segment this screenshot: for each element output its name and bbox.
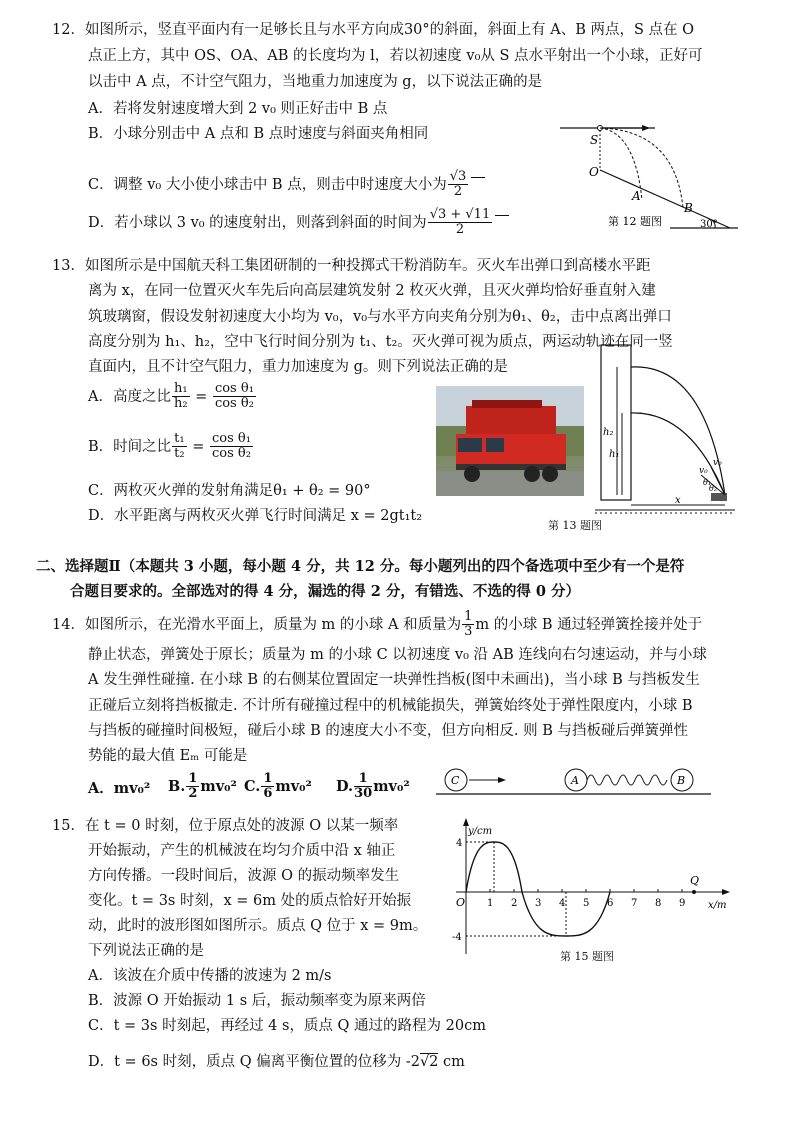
q12-option-d: [88, 208, 509, 238]
q12-line1: 12．如图所示，竖直平面内有一足够长且与水平方向成30°的斜面，斜面上有 A、B 两点，S 点在 O: [52, 22, 695, 38]
q15-d-text: D．t = 6s 时刻，质点 Q 偏离平衡位置的位移为 -2: [88, 1054, 420, 1070]
q12-line3: 以击中 A 点，不计空气阻力，当地重力加速度为 g，以下说法正确的是: [88, 74, 543, 90]
q12-option-a: A．若将发射速度增大到 2 v₀ 则正好击中 B 点: [88, 101, 388, 117]
q13-figure: [595, 345, 745, 515]
q12-option-b: B．小球分别击中 A 点和 B 点时速度与斜面夹角相同: [88, 126, 429, 142]
q15-line3: 方向传播。一段时间后，波源 O 的振动频率发生: [88, 868, 400, 884]
q13-a-text: A．高度之比: [88, 388, 171, 405]
q14-option-a: A．mv₀²: [88, 780, 151, 797]
q13-label-v0b: v₀: [699, 466, 708, 476]
q15-xlabel: x/m: [708, 900, 727, 911]
q14-label-a: A: [571, 774, 579, 787]
q15-y-tick-4: 4: [456, 838, 463, 849]
q14-label-c: C: [451, 774, 460, 787]
q15-x-tick-label: 7: [631, 898, 638, 909]
q13-b-frac1: $\frac{\text{t₁}}{\text{t₂}}$: [174, 431, 185, 462]
q15-x-tick-label: 9: [679, 898, 686, 909]
q14-b-frac: $\frac{1}{2}$: [188, 771, 198, 802]
q12-line2: 点正上方，其中 OS、OA、AB 的长度均为 l，若以初速度 v₀从 S 点水平射出一个小球，正好可: [88, 48, 703, 64]
q13-b-frac2: $\frac{\text{cos θ₁}}{\text{cos θ₂}}$: [211, 431, 251, 462]
q12-c-fraction: $\frac{√3}{2}$: [449, 169, 467, 200]
q14-c-frac: $\frac{1}{6}$: [263, 771, 273, 802]
q13-caption: 第 13 题图: [548, 519, 602, 532]
q15-x-tick-label: 4: [559, 898, 566, 909]
q12-option-c: [88, 170, 485, 200]
q15-option-b: B．波源 O 开始振动 1 s 后，振动频率变为原来两倍: [88, 993, 426, 1009]
q14-line1-post: m 的小球 B 通过轻弹簧拴接并处于: [475, 616, 703, 633]
q13-building: [601, 345, 631, 500]
q12-label-a: A: [632, 189, 641, 203]
q14-option-d: D. $\frac{1}{30}$ mv₀²: [336, 771, 410, 802]
q14-line6: 势能的最大值 Eₘ 可能是: [88, 748, 248, 764]
q12-d-sqrt: [495, 215, 509, 230]
q13-line2: 离为 x，在同一位置灭火车先后向高层建筑发射 2 枚灭火弹，且灭火弹均恰好垂直射入建: [88, 283, 656, 299]
q15-line4: 变化。t = 3s 时刻，x = 6m 处的质点恰好开始振: [88, 893, 412, 909]
q12-option-d-text: D．若小球以 3 v₀ 的速度射出，则落到斜面的时间为: [88, 214, 427, 231]
q15-wave-graph: [446, 816, 736, 966]
q14-line1: [52, 610, 702, 640]
q12-label-b: B: [684, 201, 693, 215]
fire-truck-photo: [436, 386, 584, 496]
q14-line3: A 发生弹性碰撞. 在小球 B 的右侧某位置固定一块弹性挡板(图中未画出)，当小球 B 与挡板发生: [88, 672, 700, 688]
q12-label-angle: 30°: [700, 219, 718, 230]
q15-line6: 下列说法正确的是: [88, 943, 204, 959]
q13-label-h2: h₂: [603, 427, 614, 438]
q14-option-c: C. $\frac{1}{6}$ mv₀²: [244, 771, 312, 802]
q14-fraction: $\frac{1}{3}$: [464, 609, 473, 640]
q13-a-frac1: $\frac{\text{h₁}}{\text{h₂}}$: [173, 381, 188, 412]
q15-x-tick-label: 5: [583, 898, 590, 909]
q13-label-t2: θ₂: [709, 484, 718, 493]
q13-b-text: B．时间之比: [88, 438, 172, 455]
q14-line1-text: 14．如图所示，在光滑水平面上，质量为 m 的小球 A 和质量为: [52, 616, 462, 633]
q13-option-a: A．高度之比 $\frac{\text{h₁}}{\text{h₂}}$ = $\frac{\text{cos θ₁}}{\text{cos θ₂}}$: [88, 381, 254, 412]
q13-line3: 筑玻璃窗，假设发射初速度大小均为 v₀，v₀与水平方向夹角分别为θ₁、θ₂，击中点离出弹口: [88, 309, 672, 325]
q14-spring: [587, 775, 667, 785]
q14-d-frac: $\frac{1}{30}$: [354, 771, 373, 802]
q15-x-tick-label: 6: [607, 898, 614, 909]
q15-point-q: [692, 890, 696, 894]
q13-label-x: x: [675, 495, 681, 506]
section2-line1: 二、选择题Ⅱ（本题共 3 小题，每小题 4 分，共 12 分。每小题列出的四个备选项中至少有一个是符: [36, 558, 685, 575]
q14-option-b: B. $\frac{1}{2}$ mv₀²: [168, 771, 237, 802]
q13-a-frac2: $\frac{\text{cos θ₁}}{\text{cos θ₂}}$: [214, 381, 254, 412]
q15-y-tick-neg4: -4: [452, 932, 462, 943]
q13-option-d: D．水平距离与两枚灭火弹飞行时间满足 x = 2gt₁t₂: [88, 508, 423, 524]
q12-arrow-head: [642, 125, 650, 131]
q14-line2: 静止状态，弹簧处于原长；质量为 m 的小球 C 以初速度 v₀ 沿 AB 连线向右匀速运动，并与小球: [88, 647, 707, 663]
q12-option-c-text: C．调整 v₀ 大小使小球击中 B 点，则击中时速度大小为: [88, 176, 447, 193]
q14-label-b: B: [677, 774, 686, 787]
q15-ylabel: y/cm: [468, 826, 493, 837]
q15-x-tick-label: 2: [511, 898, 518, 909]
q15-option-d: [88, 1054, 465, 1071]
q15-label-o: O: [456, 896, 466, 909]
q14-line4: 正碰后立刻将挡板撤走. 不计所有碰撞过程中的机械能损失，弹簧始终处于弹性限度内，小球 B: [88, 698, 693, 714]
q15-x-tick-label: 8: [655, 898, 662, 909]
q13-trajectory-high: [631, 367, 725, 495]
q13-label-t1: θ₁: [703, 478, 712, 487]
q12-caption: 第 12 题图: [608, 215, 662, 228]
q15-x-tick-label: 1: [487, 898, 494, 909]
q15-d-unit: cm: [438, 1054, 465, 1070]
q15-caption: 第 15 题图: [560, 950, 614, 963]
section2-line2: 合题目要求的。全部选对的得 4 分，漏选的得 2 分，有错选、不选的得 0 分）: [70, 583, 581, 600]
q12-label-o: O: [589, 165, 599, 179]
q15-line5: 动，此时的波形图如图所示。质点 Q 位于 x = 9m。: [88, 918, 428, 934]
q14-line5: 与挡板的碰撞时间极短，碰后小球 B 的速度大小不变，但方向相反. 则 B 与挡板碰后弹簧弹性: [88, 723, 688, 739]
q15-label-q: Q: [690, 874, 700, 887]
q13-label-v0a: v₀: [713, 458, 722, 468]
q13-label-h1: h₁: [609, 449, 620, 460]
q15-option-c: C．t = 3s 时刻起，再经过 4 s，质点 Q 通过的路程为 20cm: [88, 1018, 486, 1034]
q13-option-b: B．时间之比 $\frac{\text{t₁}}{\text{t₂}}$ = $\frac{\text{cos θ₁}}{\text{cos θ₂}}$: [88, 431, 251, 462]
q12-c-sqrt: [471, 177, 485, 192]
q12-label-s: S: [590, 133, 599, 147]
q12-figure: [560, 120, 740, 240]
q13-line4: 高度分别为 h₁、h₂，空中飞行时间分别为 t₁、t₂。灭火弹可视为质点，两运动轨迹在同一竖: [88, 334, 673, 350]
q15-d-sqrt: √2: [419, 1054, 439, 1070]
q13-line1: 13．如图所示是中国航天科工集团研制的一种投掷式干粉消防车。灭火车出弹口到高楼水平距: [52, 258, 651, 274]
q12-d-fraction: $\frac{√3 + √11}{2}$: [429, 207, 491, 238]
q15-line2: 开始振动，产生的机械波在均匀介质中沿 x 轴正: [88, 843, 396, 859]
q15-line1: 15．在 t = 0 时刻，位于原点处的波源 O 以某一频率: [52, 818, 399, 834]
q15-x-tick-label: 3: [535, 898, 542, 909]
q13-line5: 直面内，且不计空气阻力，重力加速度为 g。则下列说法正确的是: [88, 359, 508, 375]
q15-option-a: A．该波在介质中传播的波速为 2 m/s: [88, 968, 332, 984]
q13-option-c: C．两枚灭火弹的发射角满足θ₁ + θ₂ = 90°: [88, 483, 371, 499]
q14-figure: [436, 762, 716, 802]
